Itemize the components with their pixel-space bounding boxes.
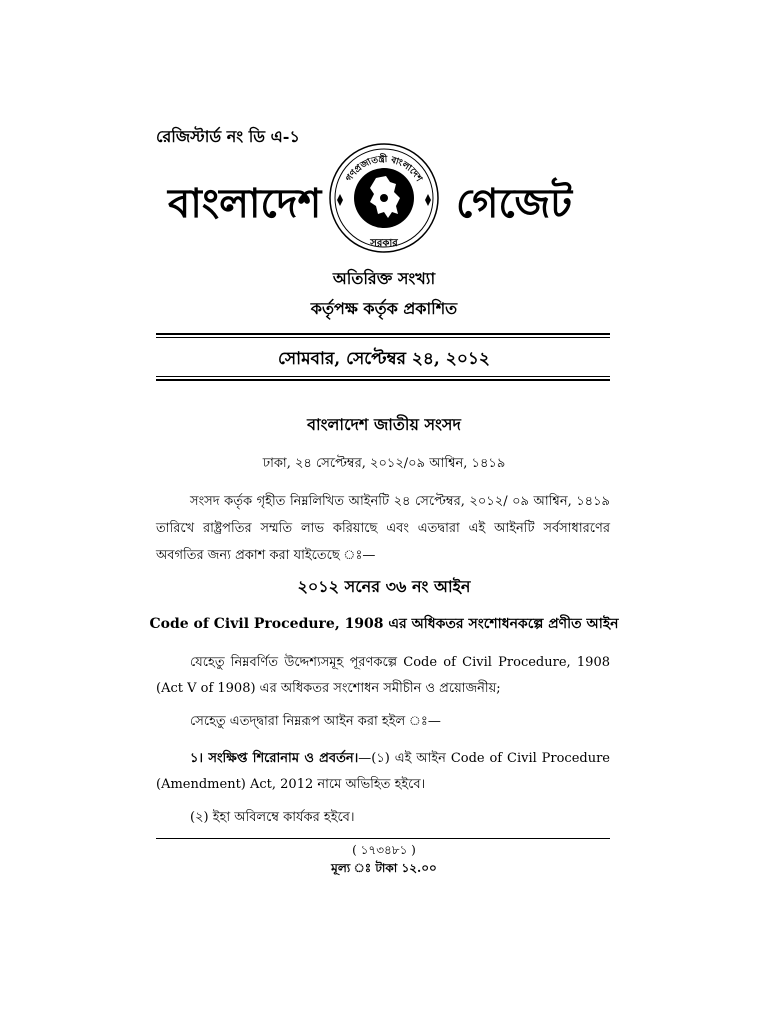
preamble-paragraph: সংসদ কর্তৃক গৃহীত নিম্নলিখিত আইনটি ২৪ সেপ্টেম্বর, ২০১২/ ০৯ আশ্বিন, ১৪১৯ তারিখে রাষ্ট্রপতির সম্মতি লাভ করিয়াছে এবং এতদ্বারা এই আইনটি সর্বসাধারণের অবগতির জন্য প্রকাশ করা যাইতেছে ঃ— (156, 494, 610, 563)
section-1-text: —(১) এই আইন Code of Civil Procedure (Amendment) Act, 2012 নামে অভিহিত হইবে। (156, 751, 611, 792)
whereas-paragraph: যেহেতু নিম্নবর্ণিত উদ্দেশ্যসমূহ পূরণকল্পে Code of Civil Procedure, 1908 (Act V of 1908) এর অধিকতর সংশোধন সমীচীন ও প্রয়োজনীয়; (156, 655, 610, 696)
registration-number: রেজিস্টার্ড নং ডি এ-১ (156, 127, 300, 146)
seal-text-top: গণপ্রজাতন্ত্রী বাংলাদেশ (344, 154, 424, 184)
gazette-title-left: বাংলাদেশ (168, 180, 322, 227)
price-label: মূল্য ঃ টাকা ১২.০০ (331, 861, 437, 875)
divider (156, 337, 610, 338)
divider (156, 333, 610, 335)
act-number: ২০১২ সনের ৩৬ নং আইন (297, 577, 471, 596)
parliament-heading: বাংলাদেশ জাতীয় সংসদ (307, 415, 461, 434)
divider (156, 376, 610, 377)
seal-emblem-icon (328, 140, 440, 256)
government-seal (328, 140, 440, 256)
seal-text-bottom: সরকার (370, 238, 398, 249)
authority-label: কর্তৃপক্ষ কর্তৃক প্রকাশিত (310, 299, 458, 318)
act-title-bengali: এর অধিকতর সংশোধনকল্পে প্রণীত আইন (383, 616, 619, 632)
divider (156, 379, 610, 381)
section-1-heading: ১। সংক্ষিপ্ত শিরোনাম ও প্রবর্তন। (190, 751, 359, 766)
footer-divider (156, 838, 610, 839)
page-number: ( ১৭৩৪৮১ ) (352, 843, 416, 857)
subsection-2: (২) ইহা অবিলম্বে কার্যকর হইবে। (190, 810, 355, 825)
extraordinary-label: অতিরিক্ত সংখ্যা (332, 269, 436, 288)
place-date-line: ঢাকা, ২৪ সেপ্টেম্বর, ২০১২/০৯ আশ্বিন, ১৪১৯ (262, 456, 506, 471)
enactment-clause: সেহেতু এতদ্দ্বারা নিম্নরূপ আইন করা হইল ঃ— (190, 714, 441, 729)
issue-date: সোমবার, সেপ্টেম্বর ২৪, ২০১২ (278, 349, 490, 369)
act-title (0, 612, 768, 636)
section-1 (156, 746, 610, 798)
gazette-title-right: গেজেট (456, 180, 573, 227)
act-title-english: Code of Civil Procedure, 1908 (149, 616, 384, 632)
